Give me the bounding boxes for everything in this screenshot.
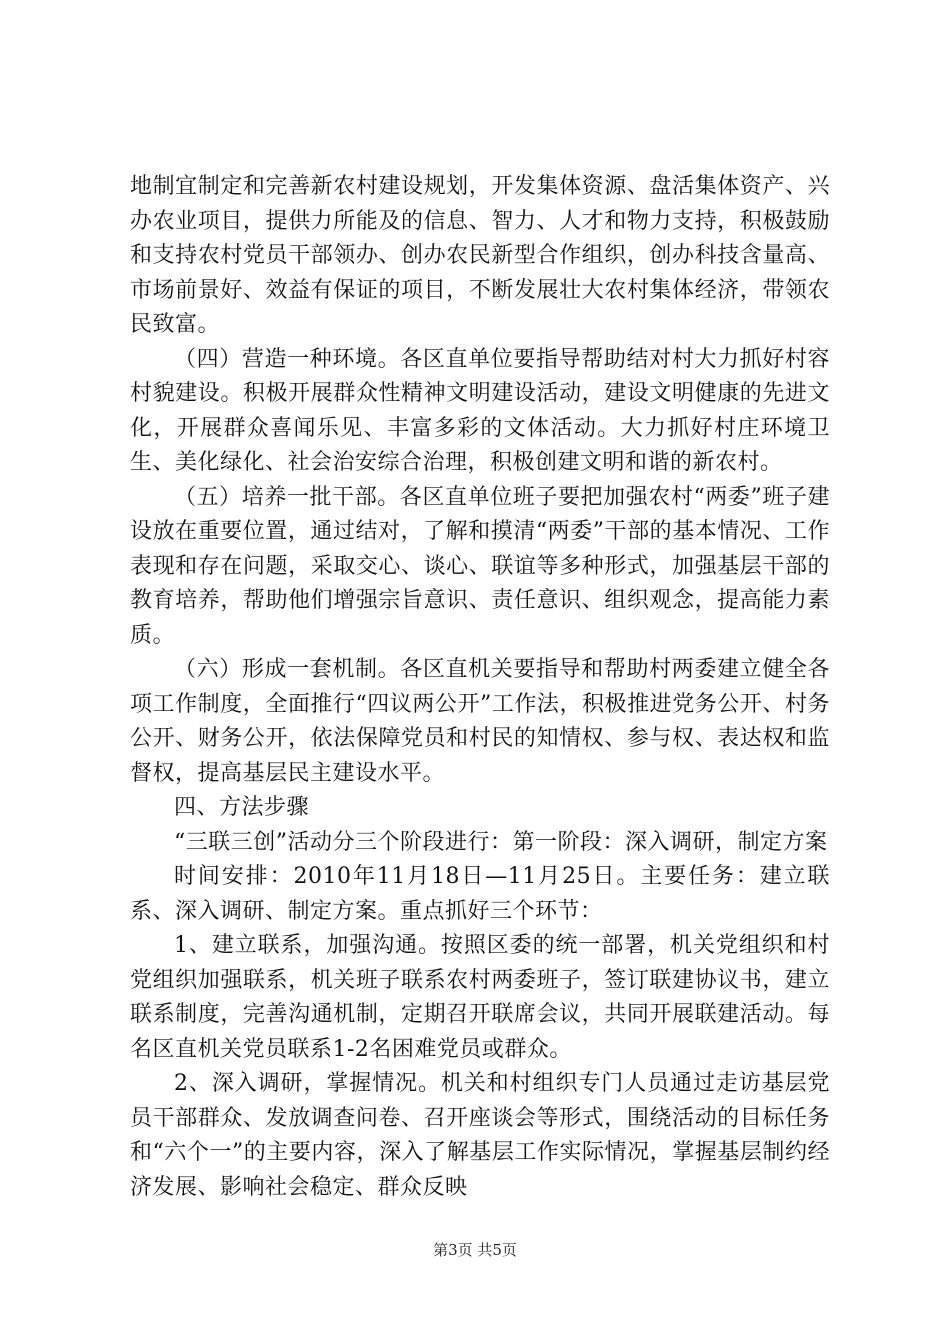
paragraph-stages-intro: “三联三创”活动分三个阶段进行：第一阶段：深入调研，制定方案 — [174, 829, 828, 855]
paragraph-step-2: 2、深入调研，掌握情况。机关和村组织专门人员通过走访基层党员干部群众、发放调查问卷、召开座谈会等形式，围绕活动的目标任务和“六个一”的主要内容，深入了解基层工作实际情况，掌握基层制约经济发展、影响社会稳定、群众反映 — [130, 1071, 830, 1200]
paragraph-section-4: （四）营造一种环境。各区直单位要指导帮助结对村大力抓好村容村貌建设。积极开展群众性精神文明建设活动，建设文明健康的先进文化，开展群众喜闻乐见、丰富多彩的文体活动。大力抓好村庄环境卫生、美化绿化、社会治安综合治理，积极创建文明和谐的新农村。 — [130, 346, 830, 475]
document-body — [130, 170, 830, 1205]
heading-methods-steps: 四、方法步骤 — [174, 795, 310, 820]
paragraph-section-6: （六）形成一套机制。各区直机关要指导和帮助村两委建立健全各项工作制度，全面推行“四议两公开”工作法，积极推进党务公开、村务公开、财务公开，依法保障党员和村民的知情权、参与权、表达权和监督权，提高基层民主建设水平。 — [130, 657, 830, 786]
paragraph-time-schedule: 时间安排：2010年11月18日—11月25日。主要任务：建立联系、深入调研、制定方案。重点抓好三个环节： — [130, 864, 830, 924]
paragraph-step-1: 1、建立联系，加强沟通。按照区委的统一部署，机关党组织和村党组织加强联系，机关班子联系农村两委班子，签订联建协议书，建立联系制度，完善沟通机制，定期召开联席会议，共同开展联建活动。每名区直机关党员联系1-2名困难党员或群众。 — [130, 933, 830, 1062]
paragraph-section-5: （五）培养一批干部。各区直单位班子要把加强农村“两委”班子建设放在重要位置，通过结对，了解和摸清“两委”干部的基本情况、工作表现和存在问题，采取交心、谈心、联谊等多种形式，加强基层干部的教育培养，帮助他们增强宗旨意识、责任意识、组织观念，提高能力素质。 — [130, 484, 830, 648]
paragraph-continuation: 地制宜制定和完善新农村建设规划，开发集体资源、盘活集体资产、兴办农业项目，提供力所能及的信息、智力、人才和物力支持，积极鼓励和支持农村党员干部领办、创办农民新型合作组织，创办科技含量高、市场前景好、效益有保证的项目，不断发展壮大农村集体经济，带领农民致富。 — [130, 174, 830, 337]
page-footer: 第3页 共5页 — [433, 1241, 517, 1259]
